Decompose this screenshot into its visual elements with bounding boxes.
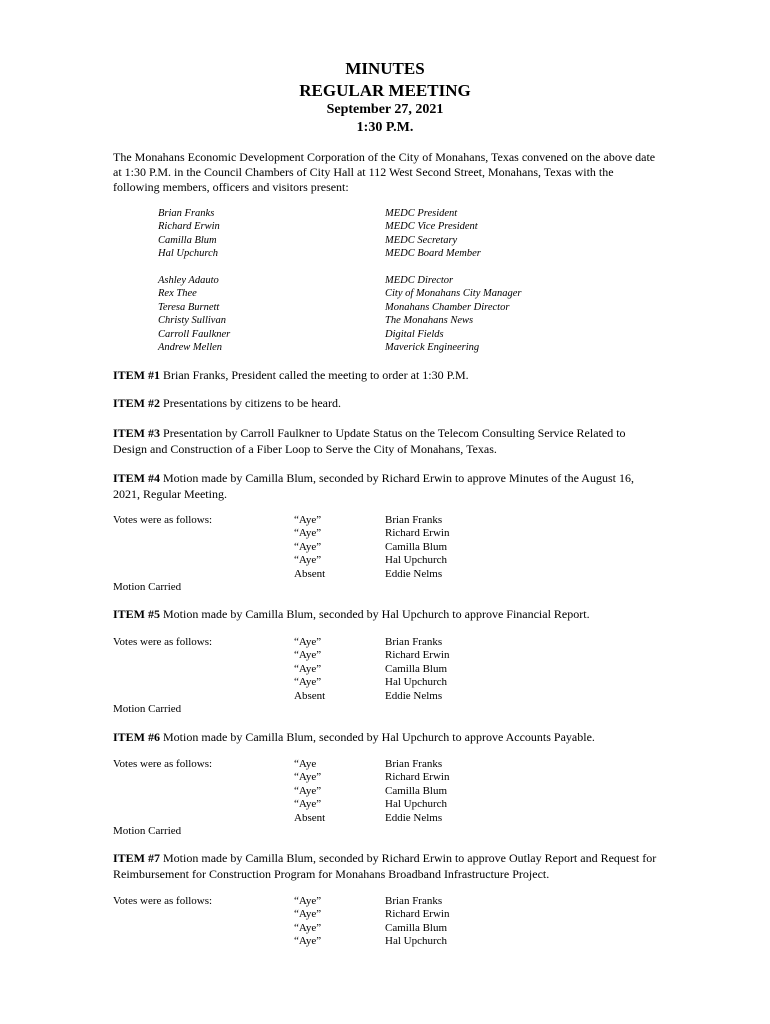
voter-name: Camilla Blum [385, 662, 448, 675]
motion-carried: Motion Carried [113, 825, 182, 837]
voter-name: Eddie Nelms [385, 689, 443, 702]
item-text: Motion made by Camilla Blum, seconded by Richard Erwin to approve Outlay Report and Request for Reimbursement for Construction Program for Monahans Broadband Infrastructure Project. [113, 851, 657, 881]
voter-name: Eddie Nelms [385, 811, 443, 824]
voter-name: Hal Upchurch [385, 554, 448, 567]
members-names [158, 207, 220, 261]
voter-name: Brian Franks [385, 895, 443, 907]
vote-value: “Aye [294, 758, 317, 770]
item-text: Brian Franks, President called the meeting to order at 1:30 P.M. [160, 368, 469, 382]
motion-carried: Motion Carried [113, 703, 182, 715]
voter-name: Brian Franks [385, 514, 443, 526]
agenda-item-7 [113, 851, 660, 882]
voter-names [385, 514, 449, 581]
meeting-time: 1:30 P.M. [356, 120, 414, 135]
vote-value: “Aye” [294, 636, 322, 648]
item-text: Presentation by Carroll Faulkner to Update Status on the Telecom Consulting Service Related to Design and Construction of a Fiber Loop to Serve the City of Monahans, Texas. [113, 426, 626, 456]
attendee-role: Monahans Chamber Director [385, 301, 510, 313]
voter-name: Richard Erwin [385, 908, 450, 921]
vote-value: “Aye” [294, 676, 322, 689]
agenda-item-3 [113, 426, 660, 457]
attendee-role: MEDC President [385, 208, 458, 219]
voter-name: Brian Franks [385, 758, 443, 770]
motion-carried: Motion Carried [113, 581, 182, 593]
vote-value: “Aye” [294, 798, 322, 811]
vote-value: “Aye” [294, 527, 322, 540]
vote-value: Absent [294, 567, 326, 580]
attendee-role: MEDC Director [385, 275, 454, 286]
voter-names [385, 636, 449, 703]
attendee-name: Hal Upchurch [158, 248, 218, 260]
document-title: MINUTES [345, 59, 425, 78]
agenda-item-6 [113, 730, 660, 746]
item-text: Motion made by Camilla Blum, seconded by Hal Upchurch to approve Financial Report. [160, 607, 590, 621]
item-label: ITEM #2 [113, 396, 161, 410]
votes-label: Votes were as follows: [113, 895, 213, 907]
vote-value: “Aye” [294, 895, 322, 907]
votes-label: Votes were as follows: [113, 636, 213, 648]
voter-name: Camilla Blum [385, 784, 448, 797]
voter-names [385, 895, 449, 949]
members-roles [385, 207, 481, 261]
attendee-name: Christy Sullivan [158, 315, 226, 327]
vote-value: “Aye” [294, 554, 322, 567]
votes-label: Votes were as follows: [113, 514, 213, 526]
voter-name: Brian Franks [385, 636, 443, 648]
voter-name: Richard Erwin [385, 771, 450, 784]
vote-value: “Aye” [294, 935, 322, 948]
vote-value: Absent [294, 811, 326, 824]
attendee-name: Camilla Blum [158, 234, 217, 246]
vote-value: “Aye” [294, 771, 322, 784]
vote-value: “Aye” [294, 540, 322, 553]
agenda-item-2 [113, 396, 660, 412]
vote-values [294, 514, 325, 581]
attendee-name: Teresa Burnett [158, 301, 220, 313]
attendee-role: MEDC Secretary [385, 234, 458, 246]
attendee-role: MEDC Vice President [385, 221, 478, 233]
item-label: ITEM #6 [113, 730, 161, 744]
voter-names [385, 758, 449, 825]
voter-name: Richard Erwin [385, 527, 450, 540]
attendee-role: Maverick Engineering [385, 341, 480, 353]
agenda-item-4 [113, 471, 660, 502]
vote-value: “Aye” [294, 662, 322, 675]
attendee-name: Richard Erwin [158, 221, 220, 233]
intro-paragraph: The Monahans Economic Development Corporation of the City of Monahans, Texas convened on the above date at 1:30 P.M. in the Council Chambers of City Hall at 112 West Second Street, Monahans, Texas with the following members, officers and visitors present: [113, 150, 656, 194]
vote-values [294, 636, 325, 703]
others-names [158, 274, 230, 354]
attendee-name: Carroll Faulkner [158, 328, 231, 340]
agenda-item-5 [113, 607, 660, 623]
attendee-role: MEDC Board Member [385, 248, 481, 260]
item-text: Motion made by Camilla Blum, seconded by Richard Erwin to approve Minutes of the August 16, 2021, Regular Meeting. [113, 471, 634, 501]
attendee-name: Brian Franks [158, 208, 215, 219]
item-text: Presentations by citizens to be heard. [160, 396, 341, 410]
votes-label: Votes were as follows: [113, 758, 213, 770]
others-roles [385, 274, 522, 354]
voter-name: Camilla Blum [385, 540, 448, 553]
item-label: ITEM #5 [113, 607, 161, 621]
vote-value: “Aye” [294, 649, 322, 662]
voter-name: Camilla Blum [385, 921, 448, 934]
vote-value: “Aye” [294, 514, 322, 526]
attendee-name: Andrew Mellen [158, 341, 223, 353]
vote-value: “Aye” [294, 784, 322, 797]
attendee-name: Ashley Adauto [158, 275, 219, 286]
item-label: ITEM #1 [113, 368, 161, 382]
vote-values [294, 758, 325, 825]
voter-name: Richard Erwin [385, 649, 450, 662]
attendee-role: City of Monahans City Manager [385, 288, 522, 300]
voter-name: Hal Upchurch [385, 676, 448, 689]
agenda-item-1 [113, 368, 660, 384]
voter-name: Hal Upchurch [385, 935, 448, 948]
attendee-name: Rex Thee [158, 288, 197, 300]
item-label: ITEM #4 [113, 471, 161, 485]
vote-value: “Aye” [294, 921, 322, 934]
item-text: Motion made by Camilla Blum, seconded by Hal Upchurch to approve Accounts Payable. [160, 730, 595, 744]
vote-value: Absent [294, 689, 326, 702]
voter-name: Hal Upchurch [385, 798, 448, 811]
vote-values [294, 895, 321, 949]
voter-name: Eddie Nelms [385, 567, 443, 580]
item-label: ITEM #3 [113, 426, 161, 440]
document-subtitle: REGULAR MEETING [299, 81, 471, 100]
attendee-role: The Monahans News [385, 315, 474, 327]
attendee-role: Digital Fields [385, 328, 444, 340]
meeting-date: September 27, 2021 [326, 102, 444, 117]
vote-value: “Aye” [294, 908, 322, 921]
item-label: ITEM #7 [113, 851, 161, 865]
